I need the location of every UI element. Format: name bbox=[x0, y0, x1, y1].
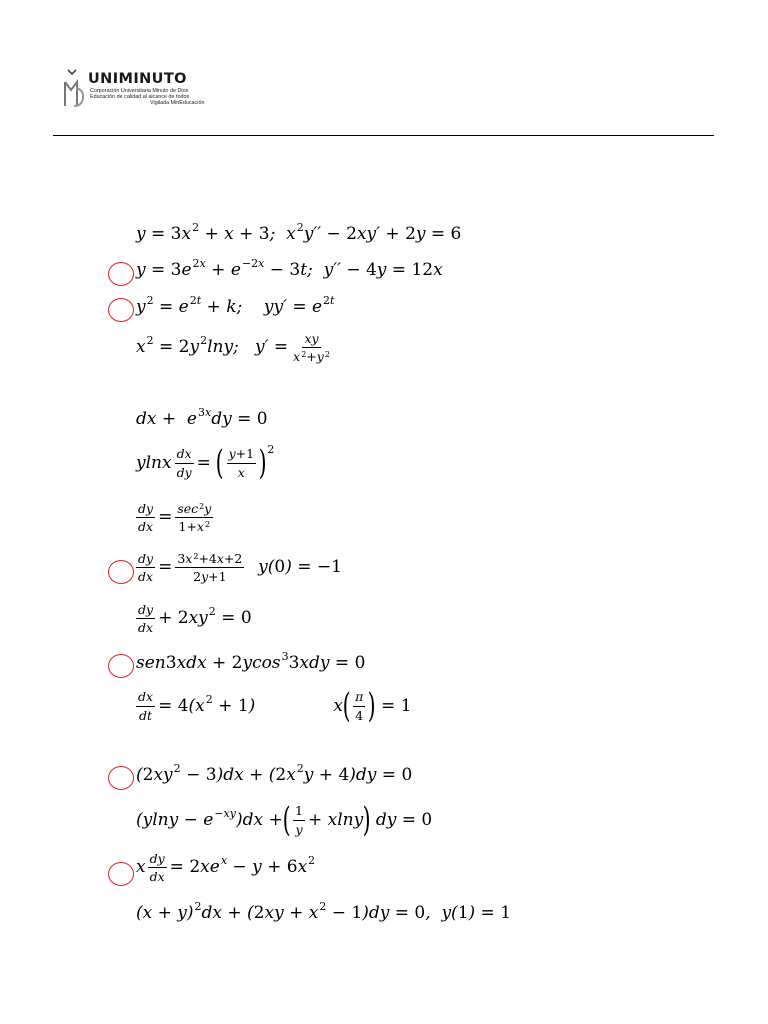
equation-5: dx + e $^{3 x}$ dy = 0 bbox=[136, 406, 268, 429]
logo-tagline-3: Vigilada MinEducación bbox=[150, 100, 205, 106]
equation-8: $\frac{dy}{dx}$ = $\frac{3x^2+4x+2}{2y+1}$ y( 0 ) = −1 bbox=[138, 551, 342, 585]
selection-circle-14[interactable] bbox=[108, 862, 134, 886]
equation-10: sen 3 xdx + 2 ycos $^3$ 3 xdy = 0 bbox=[136, 650, 366, 673]
equation-2: y = 3 e $^{2 x}$ + e $^{-2 x}$ − 3 t; y′′ − 4 y = 12 x bbox=[136, 257, 443, 280]
equation-13: (ylny − e $^{-xy}$ )dx + ( $\frac{1}{y}$ + xlny ) dy = 0 bbox=[136, 800, 433, 840]
equation-14: x $\frac{dy}{dx}$ = 2 xe $^x$ − y + 6 x $^2$ bbox=[136, 851, 316, 885]
selection-circle-3[interactable] bbox=[108, 298, 134, 322]
equation-6: ylnx $\frac{dx}{dy}$ = ( $\frac{y+1}{x}$ ) $^2$ bbox=[136, 442, 275, 483]
equation-4: x $^2$ = 2 y $^2$ lny; y′ = $\frac{xy}{x^2+y^2}$ bbox=[136, 331, 330, 365]
equation-11: $\frac{dx}{dt}$ = 4 (x $^2$ + 1 ) x ( $\frac{\pi}{4}$ ) = 1 bbox=[138, 686, 412, 726]
equation-9: $\frac{dy}{dx}$ + 2 xy $^2$ = 0 bbox=[138, 602, 252, 636]
logo-emblem-icon bbox=[62, 68, 90, 108]
selection-circle-12[interactable] bbox=[108, 766, 134, 790]
header-divider bbox=[53, 135, 714, 136]
equation-3: y $^2$ = e $^{2 t}$ + k; yy′ = e $^{2 t}$ bbox=[136, 294, 335, 317]
selection-circle-10[interactable] bbox=[108, 654, 134, 678]
logo-tagline-1: Corporación Universitaria Minuto de Dios bbox=[90, 88, 189, 94]
equation-1: y = 3 x $^2$ + x + 3 ; x $^2$ y′′ − 2 xy′ + 2 y = 6 bbox=[136, 221, 462, 244]
equation-15: (x + y) $^2$ dx + ( 2 xy + x $^2$ − 1 )dy = 0 , y( 1 ) = 1 bbox=[136, 900, 512, 923]
logo-tagline-2: Educación de calidad al alcance de todos bbox=[90, 94, 190, 100]
uniminuto-logo bbox=[62, 68, 222, 112]
equation-12: ( 2 xy $^2$ − 3 )dx + ( 2 x $^2$ y + 4 )dy = 0 bbox=[136, 762, 413, 785]
selection-circle-8[interactable] bbox=[108, 560, 134, 584]
logo-name: UNIMINUTO bbox=[88, 71, 187, 87]
selection-circle-2[interactable] bbox=[108, 262, 134, 286]
equation-7: $\frac{dy}{dx}$ = $\frac{\sec^2y}{1+x^2}$ bbox=[138, 501, 212, 535]
